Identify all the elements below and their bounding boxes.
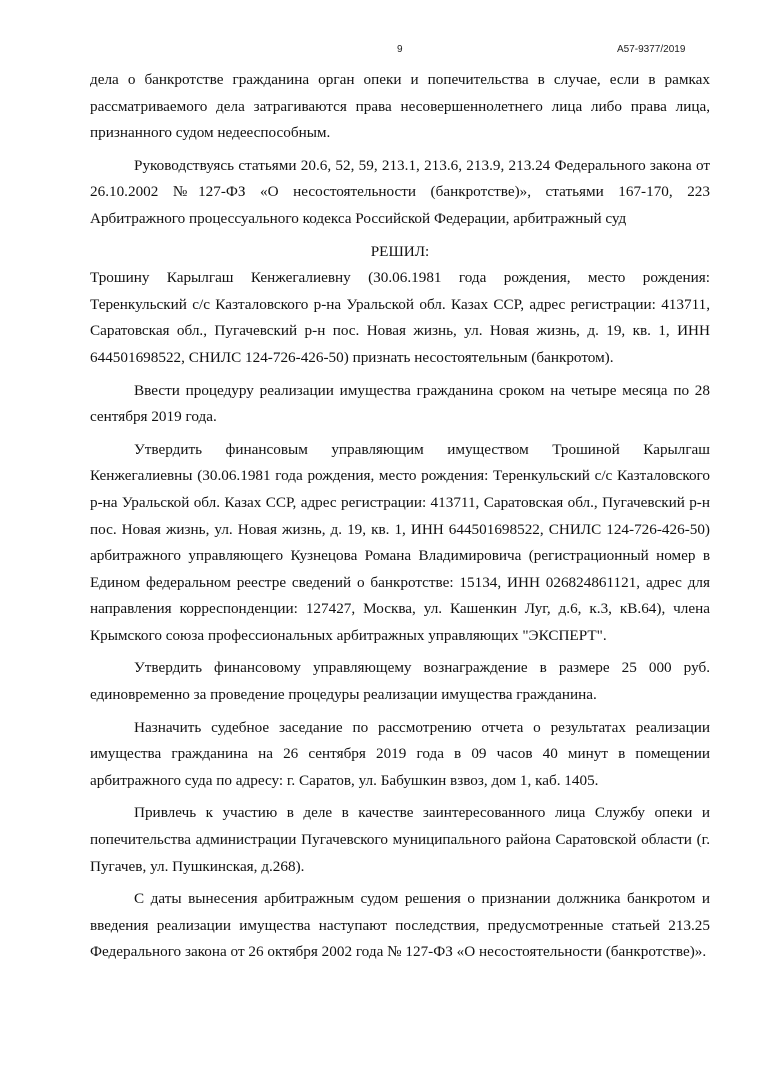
paragraph-involve-guardianship: Привлечь к участию в деле в качестве заинтересованного лица Службу опеки и попечительства администрации Пугачевского муниципального района Саратовской области (г. Пугачев, ул. Пушкинская, д.268).	[90, 804, 710, 875]
page-number: 9	[397, 44, 403, 55]
case-number: А57-9377/2019	[617, 44, 686, 55]
paragraph-hearing-date: Назначить судебное заседание по рассмотрению отчета о результатах реализации имущества гражданина на 26 сентября 2019 года в 09 часов 40 минут в помещении арбитражного суда по адресу: г. Саратов, ул. Бабушкин взвоз, дом 1, каб. 1405.	[90, 718, 710, 789]
paragraph-introduce-procedure: Ввести процедуру реализации имущества гражданина сроком на четыре месяца по 28 сентября 2019 года.	[90, 381, 710, 426]
paragraph-legal-basis: Руководствуясь статьями 20.6, 52, 59, 213.1, 213.6, 213.9, 213.24 Федерального закона от 26.10.2002 №127-ФЗ «О несостоятельности (банкротстве)», статьями 167-170, 223 Арбитражного процессуального кодекса Российской Федерации, арбитражный суд	[90, 156, 710, 227]
paragraph-declare-bankrupt: Трошину Карылгаш Кенжегалиевну (30.06.1981 года рождения, место рождения: Теренкульский с/с Казталовского р-на Уральской обл. Казах ССР, адрес регистрации: 413711, Саратовская обл., Пугачевский р-н пос. Новая жизнь, ул. Новая жизнь, д. 19, кв. 1, ИНН 644501698522, СНИЛС 124-726-426-50) признать несостоятельным (банкротом).	[90, 269, 710, 366]
document-body	[90, 67, 710, 972]
resolved-heading: РЕШИЛ:	[370, 242, 430, 260]
paragraph-appoint-manager: Утвердить финансовым управляющим имуществом Трошиной Карылгаш Кенжегалиевны (30.06.1981 года рождения, место рождения: Теренкульский с/с Казталовского р-на Уральской обл. Казах ССР, адрес регистрации: 413711, Саратовская обл., Пугачевский р-н пос. Новая жизнь, ул. Новая жизнь, д. 19, кв. 1, ИНН 644501698522, СНИЛС 124-726-426-50) арбитражного управляющего Кузнецова Романа Владимировича (регистрационный номер в Едином федеральном реестре сведений о банкротстве: 15134, ИНН 026824861121, адрес для направления корреспонденции: 127427, Москва, ул. Кашенкин Луг, д.6, к.3, кВ.64), члена Крымского союза профессиональных арбитражных управляющих "ЭКСПЕРТ".	[90, 440, 710, 644]
paragraph-consequences: С даты вынесения арбитражным судом решения о признании должника банкротом и введения реализации имущества наступают последствия, предусмотренные статьей 213.25 Федерального закона от 26 октября 2002 года № 127-ФЗ «О несостоятельности (банкротстве)».	[90, 890, 710, 961]
paragraph-guardianship-continuation: дела о банкротстве гражданина орган опеки и попечительства в случае, если в рамках рассматриваемого дела затрагиваются права несовершеннолетнего лица либо права лица, признанного судом недееспособным.	[90, 71, 710, 142]
paragraph-remuneration: Утвердить финансовому управляющему вознаграждение в размере 25 000 руб. единовременно за проведение процедуры реализации имущества гражданина.	[90, 659, 710, 704]
